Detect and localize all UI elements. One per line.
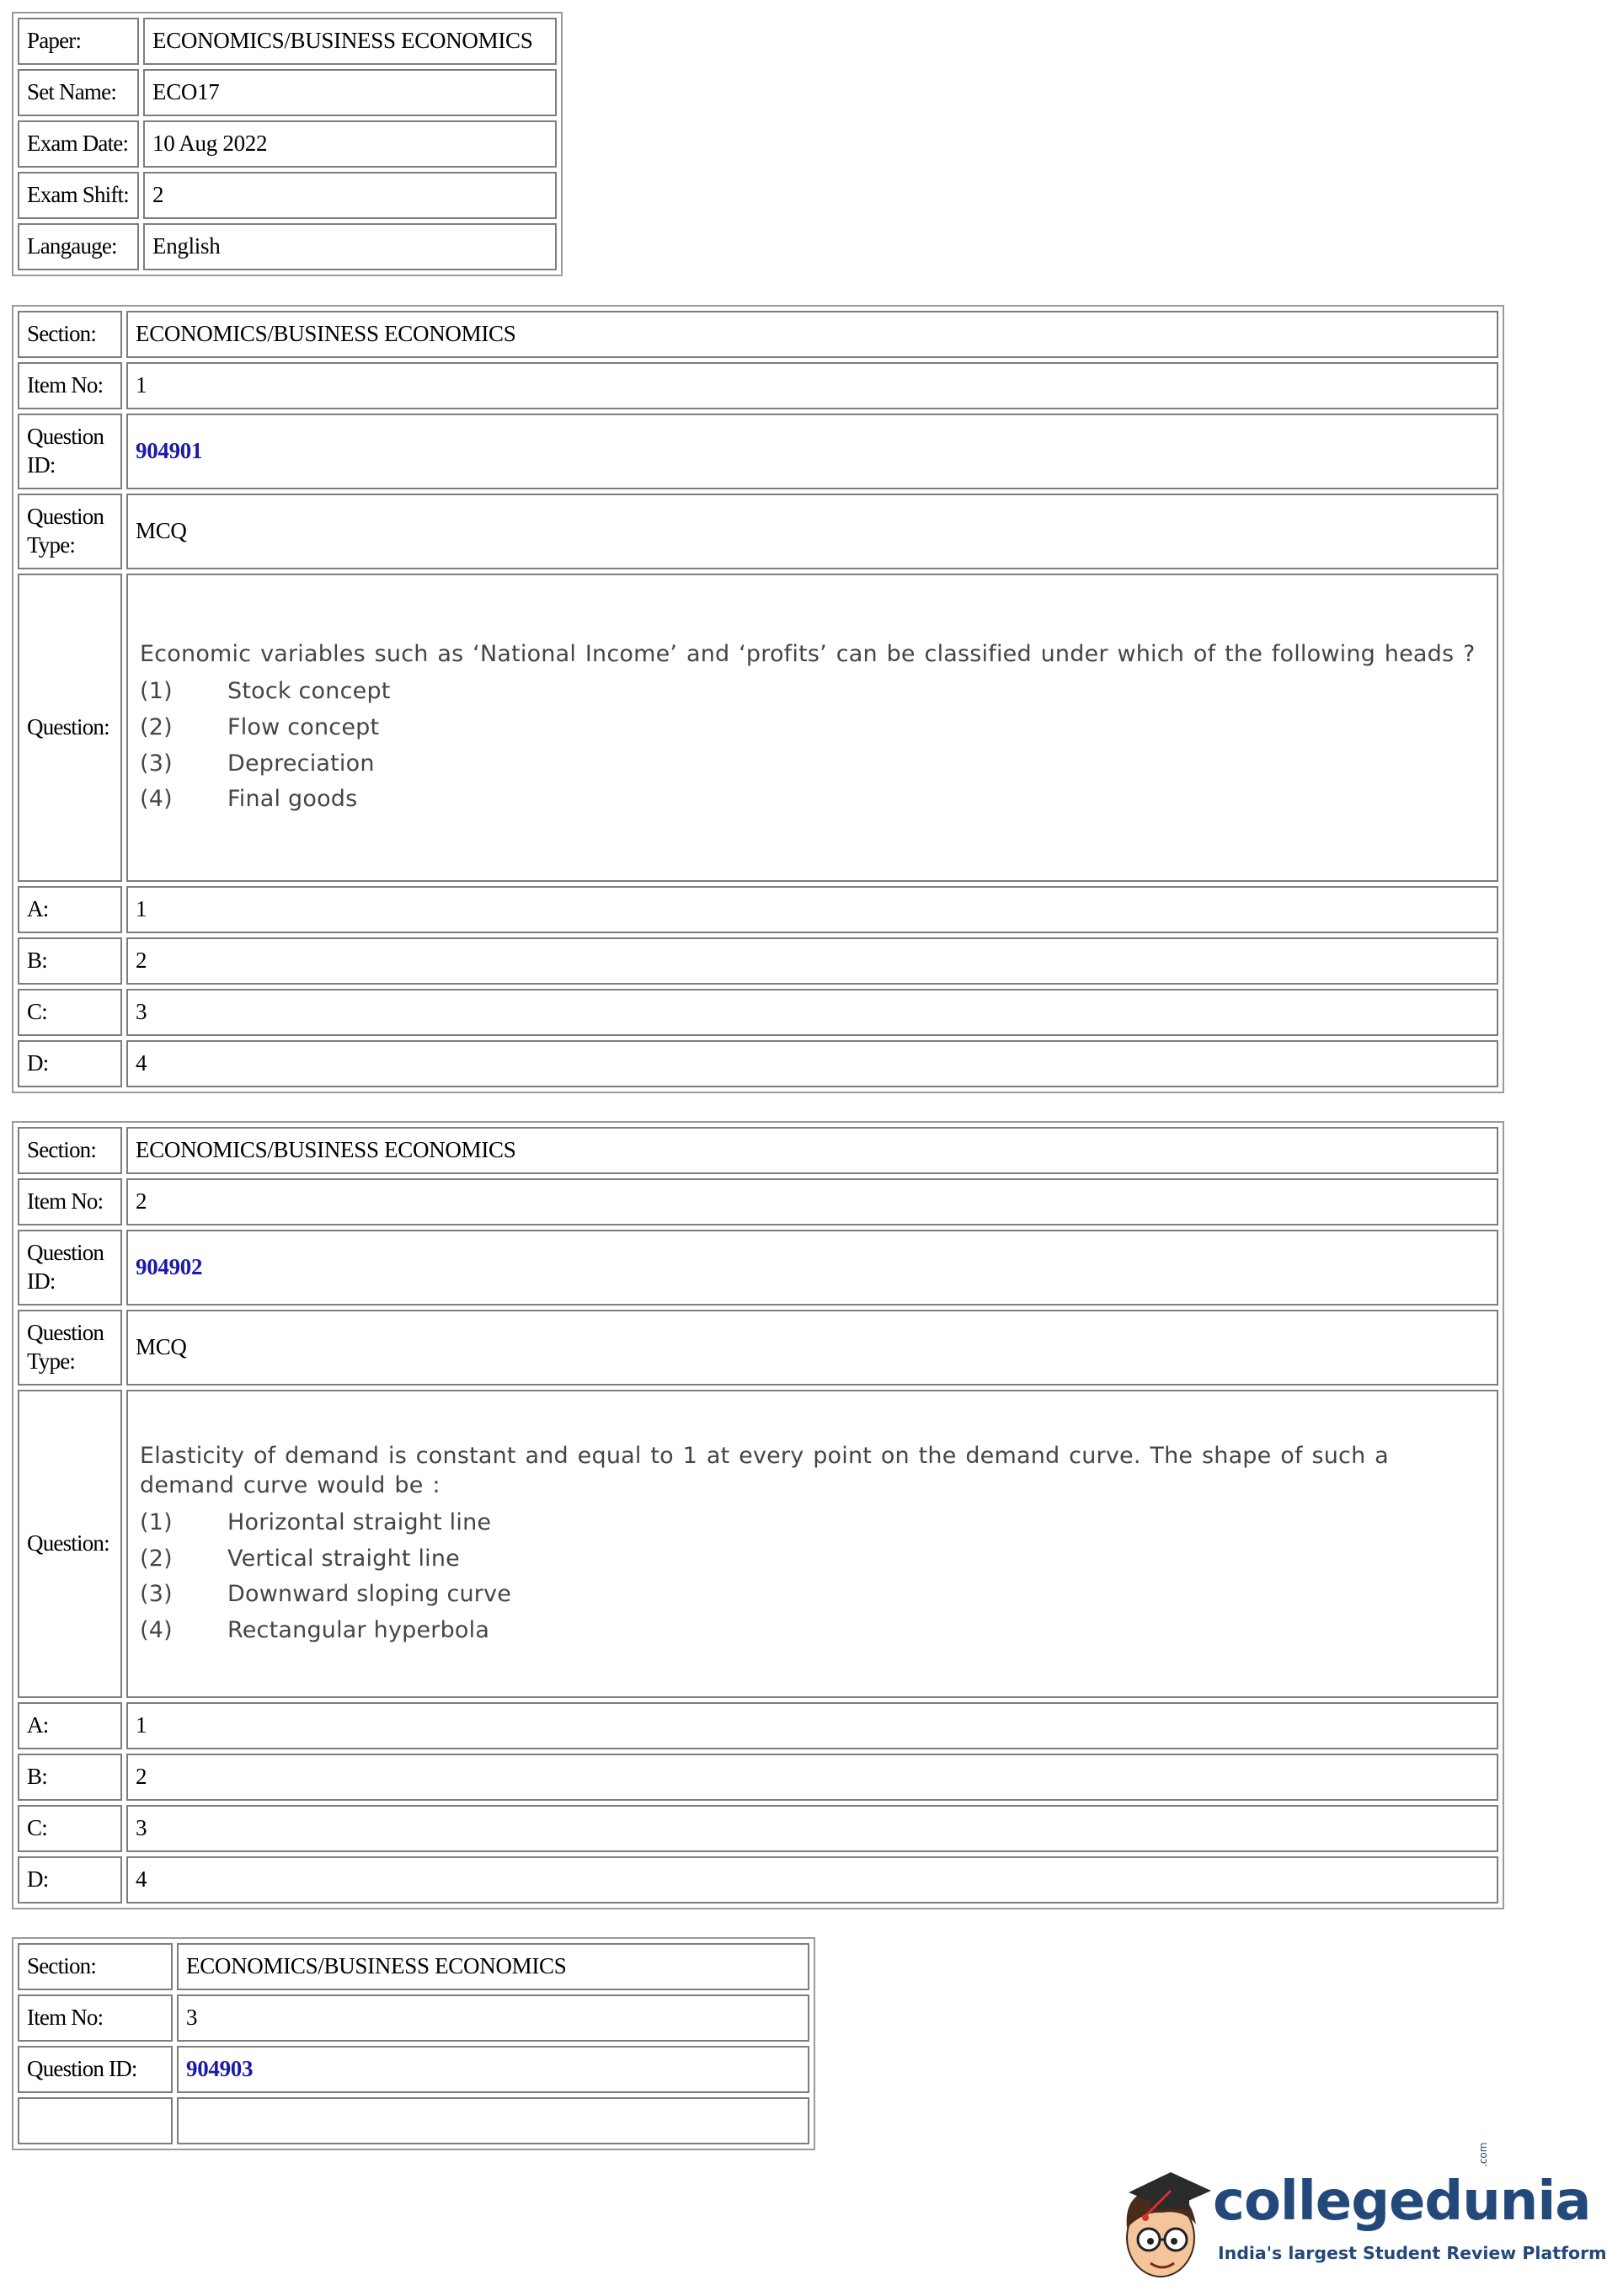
section-label: Section: (18, 311, 122, 358)
question-id-value: 904903 (177, 2046, 809, 2093)
question-row (18, 574, 1498, 882)
answer-a-value: 1 (126, 1702, 1498, 1749)
answer-d-row (18, 1040, 1498, 1087)
set-name-label: Set Name: (18, 69, 139, 116)
logo-brand-text: collegedunia (1213, 2171, 1591, 2233)
answer-d-value: 4 (126, 1856, 1498, 1904)
answer-b-value: 2 (126, 937, 1498, 985)
option-4-number: (4) (140, 786, 173, 813)
question-label: Question: (18, 1390, 122, 1698)
question-type-label (18, 1310, 122, 1386)
question-type-label (18, 494, 122, 569)
option-1-number: (1) (140, 1509, 173, 1535)
language-value: English (143, 223, 557, 270)
question-type-value: MCQ (126, 1310, 1498, 1386)
set-name-value: ECO17 (143, 69, 557, 116)
question-id-label: Question ID: (18, 2046, 173, 2093)
question-type-label-line2: Type: (27, 532, 76, 558)
answer-a-label: A: (18, 886, 122, 933)
item-no-row (18, 1994, 809, 2042)
option-4-number: (4) (140, 1616, 173, 1643)
question-stem: Economic variables such as ‘National Income’ and ‘profits’ can be classified under which of the following heads ? (140, 641, 1476, 668)
language-label: Langauge: (18, 223, 139, 270)
option-2-number: (2) (140, 714, 173, 740)
paper-label: Paper: (18, 18, 139, 65)
option-2-text: Vertical straight line (227, 1545, 460, 1572)
exam-info-row-exam-date (18, 120, 557, 168)
option-3-text: Downward sloping curve (227, 1581, 512, 1608)
question-id-label-line1: Question (27, 1240, 104, 1266)
option-3-number: (3) (140, 1581, 173, 1608)
exam-shift-value: 2 (143, 172, 557, 219)
option-4 (140, 785, 1487, 814)
item-no-label: Item No: (18, 1178, 122, 1225)
answer-b-label: B: (18, 1754, 122, 1801)
question-id-label (18, 1230, 122, 1306)
question-id-row (18, 1230, 1498, 1306)
option-4-text: Final goods (227, 786, 358, 813)
item-no-value: 2 (126, 1178, 1498, 1225)
section-row (18, 1943, 809, 1990)
question-type-label-line2: Type: (27, 1348, 76, 1374)
next-row-partial (18, 2097, 809, 2144)
question-type-value: MCQ (126, 494, 1498, 569)
question-1-table (12, 305, 1504, 1093)
answer-c-row (18, 1805, 1498, 1852)
question-content (126, 1390, 1498, 1698)
question-id-row (18, 2046, 809, 2093)
answer-c-value: 3 (126, 1805, 1498, 1852)
answer-c-label: C: (18, 1805, 122, 1852)
answer-a-row (18, 1702, 1498, 1749)
question-label: Question: (18, 574, 122, 882)
answer-b-value: 2 (126, 1754, 1498, 1801)
option-4-text: Rectangular hyperbola (227, 1616, 490, 1643)
question-id-label-line2: ID: (27, 452, 56, 478)
question-row (18, 1390, 1498, 1698)
item-no-value: 1 (126, 362, 1498, 409)
option-1 (140, 677, 1487, 707)
section-label: Section: (18, 1127, 122, 1174)
answer-b-label: B: (18, 937, 122, 985)
option-3 (140, 750, 1487, 779)
question-id-value: 904902 (126, 1230, 1498, 1306)
section-label: Section: (18, 1943, 173, 1990)
question-id-label-line2: ID: (27, 1268, 56, 1294)
answer-d-label: D: (18, 1856, 122, 1904)
question-type-label-line1: Question (27, 504, 104, 530)
option-3 (140, 1580, 1487, 1610)
item-no-row (18, 362, 1498, 409)
answer-c-value: 3 (126, 989, 1498, 1036)
option-1-text: Stock concept (227, 678, 391, 705)
answer-a-label: A: (18, 1702, 122, 1749)
option-1-text: Horizontal straight line (227, 1509, 492, 1535)
section-row (18, 311, 1498, 358)
answer-d-label: D: (18, 1040, 122, 1087)
question-id-label-line1: Question (27, 424, 104, 450)
exam-info-row-exam-shift (18, 172, 557, 219)
exam-info-row-language (18, 223, 557, 270)
item-no-row (18, 1178, 1498, 1225)
paper-value: ECONOMICS/BUSINESS ECONOMICS (143, 18, 557, 65)
question-3-table (12, 1937, 815, 2150)
question-id-label (18, 414, 122, 489)
option-2 (140, 713, 1487, 743)
answer-a-value: 1 (126, 886, 1498, 933)
answer-c-label: C: (18, 989, 122, 1036)
exam-date-label: Exam Date: (18, 120, 139, 168)
exam-info-table (12, 12, 563, 276)
answer-b-row (18, 1754, 1498, 1801)
logo-tagline: India's largest Student Review Platform (1218, 2243, 1607, 2263)
item-no-label: Item No: (18, 1994, 173, 2042)
option-4 (140, 1616, 1487, 1646)
answer-d-value: 4 (126, 1040, 1498, 1087)
option-2-text: Flow concept (227, 714, 380, 740)
question-id-value: 904901 (126, 414, 1498, 489)
question-type-label-line1: Question (27, 1320, 104, 1346)
exam-shift-label: Exam Shift: (18, 172, 139, 219)
answer-b-row (18, 937, 1498, 985)
item-no-label: Item No: (18, 362, 122, 409)
question-id-row (18, 414, 1498, 489)
question-stem: Elasticity of demand is constant and equal to 1 at every point on the demand curve. The shape of such a demand curve would be : (140, 1442, 1389, 1498)
exam-info-row-set-name (18, 69, 557, 116)
answer-c-row (18, 989, 1498, 1036)
question-type-row (18, 494, 1498, 569)
exam-info-row-paper (18, 18, 557, 65)
question-3-clip (12, 1937, 820, 2106)
option-3-text: Depreciation (227, 750, 375, 777)
option-3-number: (3) (140, 750, 173, 777)
option-2-number: (2) (140, 1545, 173, 1572)
question-content (126, 574, 1498, 882)
next-row-value-partial (177, 2097, 809, 2144)
option-2 (140, 1545, 1487, 1574)
item-no-value: 3 (177, 1994, 809, 2042)
question-2-table (12, 1121, 1504, 1909)
answer-a-row (18, 886, 1498, 933)
exam-date-value: 10 Aug 2022 (143, 120, 557, 168)
logo-dotcom-text: .com (1477, 2142, 1489, 2167)
option-1 (140, 1508, 1487, 1538)
next-row-label-partial (18, 2097, 173, 2144)
mascot-icon (1112, 2160, 1213, 2287)
section-value: ECONOMICS/BUSINESS ECONOMICS (126, 1127, 1498, 1174)
section-value: ECONOMICS/BUSINESS ECONOMICS (126, 311, 1498, 358)
collegedunia-logo[interactable] (1112, 2142, 1607, 2287)
question-type-row (18, 1310, 1498, 1386)
section-value: ECONOMICS/BUSINESS ECONOMICS (177, 1943, 809, 1990)
option-1-number: (1) (140, 678, 173, 705)
answer-d-row (18, 1856, 1498, 1904)
section-row (18, 1127, 1498, 1174)
